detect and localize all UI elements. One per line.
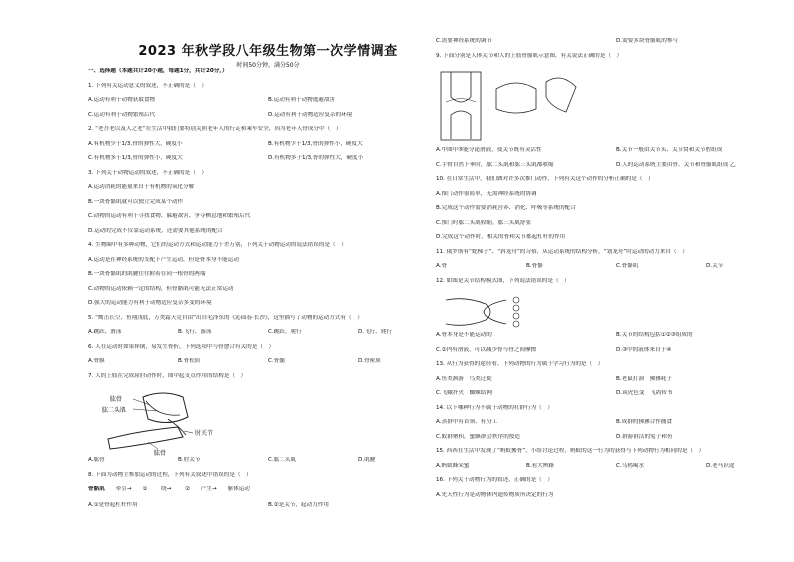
q6-option-b: B.骨松质 — [178, 358, 201, 364]
q13-option-b: B.老鼠打洞 狒狒耗子 — [616, 375, 672, 382]
q6-option-d: D.骨密质 — [358, 358, 381, 364]
q5-option-c: C.跳跃、爬行 — [268, 329, 302, 335]
flow-label-pull: 牵引 — [115, 486, 127, 492]
question-1: 1. 下列有关运动意义的叙述，不正确的是（ ） — [88, 82, 207, 89]
q2-option-b: B.有机物少于1/3,骨的弹性小，硬度大 — [268, 140, 363, 147]
label-humerus: 肱骨 — [110, 396, 123, 403]
q1-options-row-1 — [88, 97, 448, 112]
q5-option-b: B.飞行、游泳 — [178, 329, 212, 335]
question-8: 8. 下面为动物主参加运动的过程，下列有关叙述中错误的是（ ） — [88, 471, 252, 478]
q15-option-d: D.老马识途 — [706, 462, 735, 469]
q1-option-d: D.运动有利于动物适应复杂的环境 — [268, 111, 353, 118]
q7-option-a: A.肱骨 — [88, 457, 105, 463]
q13-option-c: C.飞蛾扑火 蜘蛛结网 — [436, 390, 493, 396]
q9-option-a: A.甲图中⑤能分泌滑液，使关节既有灵活性 — [436, 147, 542, 153]
q14-options-row-1 — [436, 419, 794, 434]
q1-options-row-2 — [88, 112, 448, 127]
flow-node-1: ① — [142, 486, 148, 492]
q13-option-a: A.鱼类洄游 鸟类迁徙 — [436, 375, 492, 382]
q7-option-c: C.肱二头肌 — [268, 457, 297, 463]
q3-option-c: C.动物的运动有利于寻找食物、躲避敌害、争夺栖息地和繁殖后代 — [88, 213, 251, 219]
q11-options — [436, 263, 794, 278]
left-column — [88, 68, 448, 517]
q4-option-d: D.强大的运动能力有利于动物适应复杂多变的环境 — [88, 300, 212, 306]
q6-options — [88, 358, 448, 373]
question-16: 16. 下列关于动物行为的叙述，正确的是（ ） — [436, 477, 553, 483]
q8-option-d: D.需要多块骨骼肌的参与 — [616, 38, 679, 44]
q9-options-row-2 — [436, 162, 794, 177]
q7-option-b: B.肘关节 — [178, 457, 201, 463]
question-4: 4. 生物圈中有多种动物，它们的运动方式和运动能力千差万别，下列关于动物运动的说法错误的是（ ） — [88, 242, 347, 248]
q8-option-b: B.②是关节，起动力作用 — [268, 502, 329, 508]
q7-option-d: D.肌腱 — [358, 457, 376, 463]
q1-option-a: A.运动有利于动物获取食物 — [88, 97, 156, 103]
question-13: 13. 从行为获得的途径看，下列动物的行为属于学习行为的是（ ） — [436, 361, 604, 367]
q12-options-row-2 — [436, 347, 794, 362]
question-12: 12. 如图是关节结构模式图，下列说法错误的是（ ） — [436, 277, 570, 284]
q11-option-a: A.骨 — [436, 263, 448, 269]
q14-option-d: D.群游群活的兔子和鱼 — [616, 433, 673, 440]
q9-option-b: B.关节一般由关节头、关节窝和关节腔组成 — [616, 147, 723, 153]
q10-option-a: A.推门动作很简单，无需神经系统的协调 — [436, 190, 537, 197]
label-bone: 肱骨 — [154, 450, 167, 457]
flow-arrow-2: 绕→ — [161, 486, 172, 492]
q6-option-a: A.骨膜 — [88, 358, 105, 364]
arm-muscle-figure — [88, 387, 288, 457]
question-5: 5. “鹰击长空，鱼翔浅底，万类霜天竞自由”出自毛泽东的《沁园春·长沙》，这里描写了动物的运动方式有（ ） — [88, 314, 363, 321]
right-column — [436, 38, 794, 506]
q15-options — [436, 463, 794, 478]
q1-option-b: B.运动有利于动物逃避敌害 — [268, 97, 336, 103]
q5-option-a: A.跳跃、滑泳 — [88, 329, 122, 335]
q7-options — [88, 457, 448, 472]
q10-option-c: C.推门时肱二头肌收缩，肱三头肌舒张 — [436, 219, 532, 226]
q15-option-c: C.乌鸦喝水 — [616, 462, 645, 469]
flow-node-2: ② — [184, 486, 190, 492]
q8-option-c: C.需要神经系统的调节 — [436, 38, 493, 44]
q4-option-b: B.一块骨骼肌的肌腱往往附着在同一根骨的两端 — [88, 271, 206, 277]
flow-node-muscle: 骨骼肌 — [88, 486, 105, 492]
page-title: 2023 年秋学段八年级生物第一次学情调查 — [138, 44, 398, 59]
joint-structure-figure — [436, 292, 556, 332]
q3-option-b: B.一块骨骼肌就可以独立完成某个动作 — [88, 198, 184, 205]
q14-option-c: C.蚁群聚积，蜜蜂群会秩序的按造 — [436, 433, 520, 440]
q1-option-c: C.运动有利于动物繁殖后代 — [88, 111, 156, 118]
q12-options-row-1 — [436, 332, 794, 347]
question-10: 10. 在日常生活中，我们做对许多次推门动作，下列有关这个动作的分析正确的是（ ） — [436, 176, 654, 182]
q2-options-row-2 — [88, 155, 448, 170]
q12-option-c: C.②内有滑液，可以减少骨与骨之间摩擦 — [436, 346, 537, 353]
q2-option-a: A.有机物少于1/3,骨的弹性大，硬度小 — [88, 140, 183, 147]
q4-option-c: C.动物的运动依赖一定的结构，但骨骼肌可能无法正常运动 — [88, 285, 234, 292]
q11-option-b: B.骨骼 — [526, 263, 543, 269]
q6-option-c: C.骨髓 — [268, 358, 285, 364]
q10-option-d: D.完成这个动作时，相关的骨和关节都起杠杆的作用 — [436, 234, 566, 240]
q2-option-c: C.有机物多于1/3,骨的弹性小，硬度大 — [88, 155, 183, 161]
question-14: 14. 以下哪种行为不属于动物的社群行为（ ） — [436, 404, 553, 411]
question-9: 9. 下面分别是人体关节和人的上肢骨骼肌示意图，有关说法正确的是（ ） — [436, 52, 623, 59]
section-heading: 一、选择题（本题共计20小题，每题1分，共计20分，） — [88, 68, 228, 74]
question-2: 2. “老吾老以及人之老”在生活中我们要特别关照老年人的行走和乘车安全，因为老年人骨成分中（ ） — [88, 126, 342, 132]
q9-option-c: C.手臂自然下垂时，肱二头肌和肱三头肌都收缩 — [436, 161, 554, 168]
q15-option-b: B.看犬辨路 — [526, 462, 554, 469]
q12-option-b: B.关节的结构包括①②③组成的 — [616, 332, 693, 338]
question-7: 7. 人的上肢在完成屈肘动作时，图中起支点作用的结构是（ ） — [88, 372, 247, 379]
q5-options — [88, 329, 448, 344]
q14-option-a: A.蒸群中有首领、有分工 — [436, 419, 498, 425]
q10-option-b: B.完成这个动作需要消耗营养、消化、呼吸等系统的配合 — [436, 205, 576, 211]
question-6: 6. 人在运动时如果摔倒，易发生骨折，下列选项中与骨愈合有关的是（ ） — [88, 343, 275, 350]
flow-arrow-1: 牵引→ — [115, 486, 132, 492]
flow-label-produce: 产生 — [200, 486, 212, 492]
q8-options-row-2 — [436, 38, 794, 53]
q16-option-a: A.先天性行为是动物体内遗传物质所决定的行为 — [436, 491, 554, 498]
q3-option-a: A.运动消耗的能量来自于有机物的氧化分解 — [88, 184, 195, 190]
flow-node-motion: 躯体运动 — [227, 486, 250, 492]
knee-joint-figure — [436, 67, 794, 147]
q12-option-a: A.骨本身是不能运动的 — [436, 332, 492, 338]
q15-option-a: A.蚂蚁蜂采蜜 — [436, 462, 470, 469]
q14-option-b: B.成群的狒狒合作捕食 — [616, 419, 672, 425]
q13-options-row-1 — [436, 376, 794, 391]
q11-option-d: D.关节 — [706, 263, 724, 269]
label-elbow: 肘关节 — [195, 430, 214, 437]
question-3: 3. 下列关于动物运动的叙述，不正确的是（ ） — [88, 169, 207, 176]
question-15: 15. 西西在生活中发现了“蚂蚁搬骨”，小组讨论过程，蚂蚁的这一行为的获得与下列动物行为相同的是（ ） — [436, 448, 705, 454]
label-biceps: 肱二头肌 — [102, 407, 127, 414]
q2-option-d: D.有机物多于1/3,骨的弹性大，硬度小 — [268, 155, 364, 161]
q13-options-row-2 — [436, 390, 794, 405]
q11-option-c: C.骨骼肌 — [616, 263, 639, 269]
q2-options-row-1 — [88, 141, 448, 156]
q3-option-d: D.运动的完成不仅靠运动系统，还需要其他系统的配合 — [88, 227, 223, 234]
q12-option-d: D.③中的液体来自于④ — [616, 346, 672, 353]
q13-option-d: D.谈虎色变 飞鸽传书 — [616, 390, 673, 396]
q4-option-a: A.运动是在神经系统的支配下产生运动，但是骨本身不能运动 — [88, 256, 239, 263]
page-subtitle: 时间50分钟，满分50分 — [236, 62, 300, 69]
q5-option-d: D.飞行、爬行 — [358, 329, 393, 335]
flow-arrow-3: 产生→ — [200, 486, 217, 492]
question-11: 11. 俄罗斯有“蛇梯子”、“斜龙舟”的习俗，从运动系统的结构分析，“划龙舟”时运动的动力来自（ ） — [436, 248, 688, 255]
q14-options-row-2 — [436, 434, 794, 449]
flow-label-around: 绕 — [161, 486, 167, 492]
q8-flow — [88, 486, 448, 502]
q8-options-row-1 — [88, 502, 448, 517]
q9-option-d: D.人的运动系统主要由骨、关节和骨骼肌组成 乙 — [616, 161, 736, 168]
q9-options-row-1 — [436, 147, 794, 162]
q8-option-a: A.①是骨起杠杆作用 — [88, 502, 138, 508]
